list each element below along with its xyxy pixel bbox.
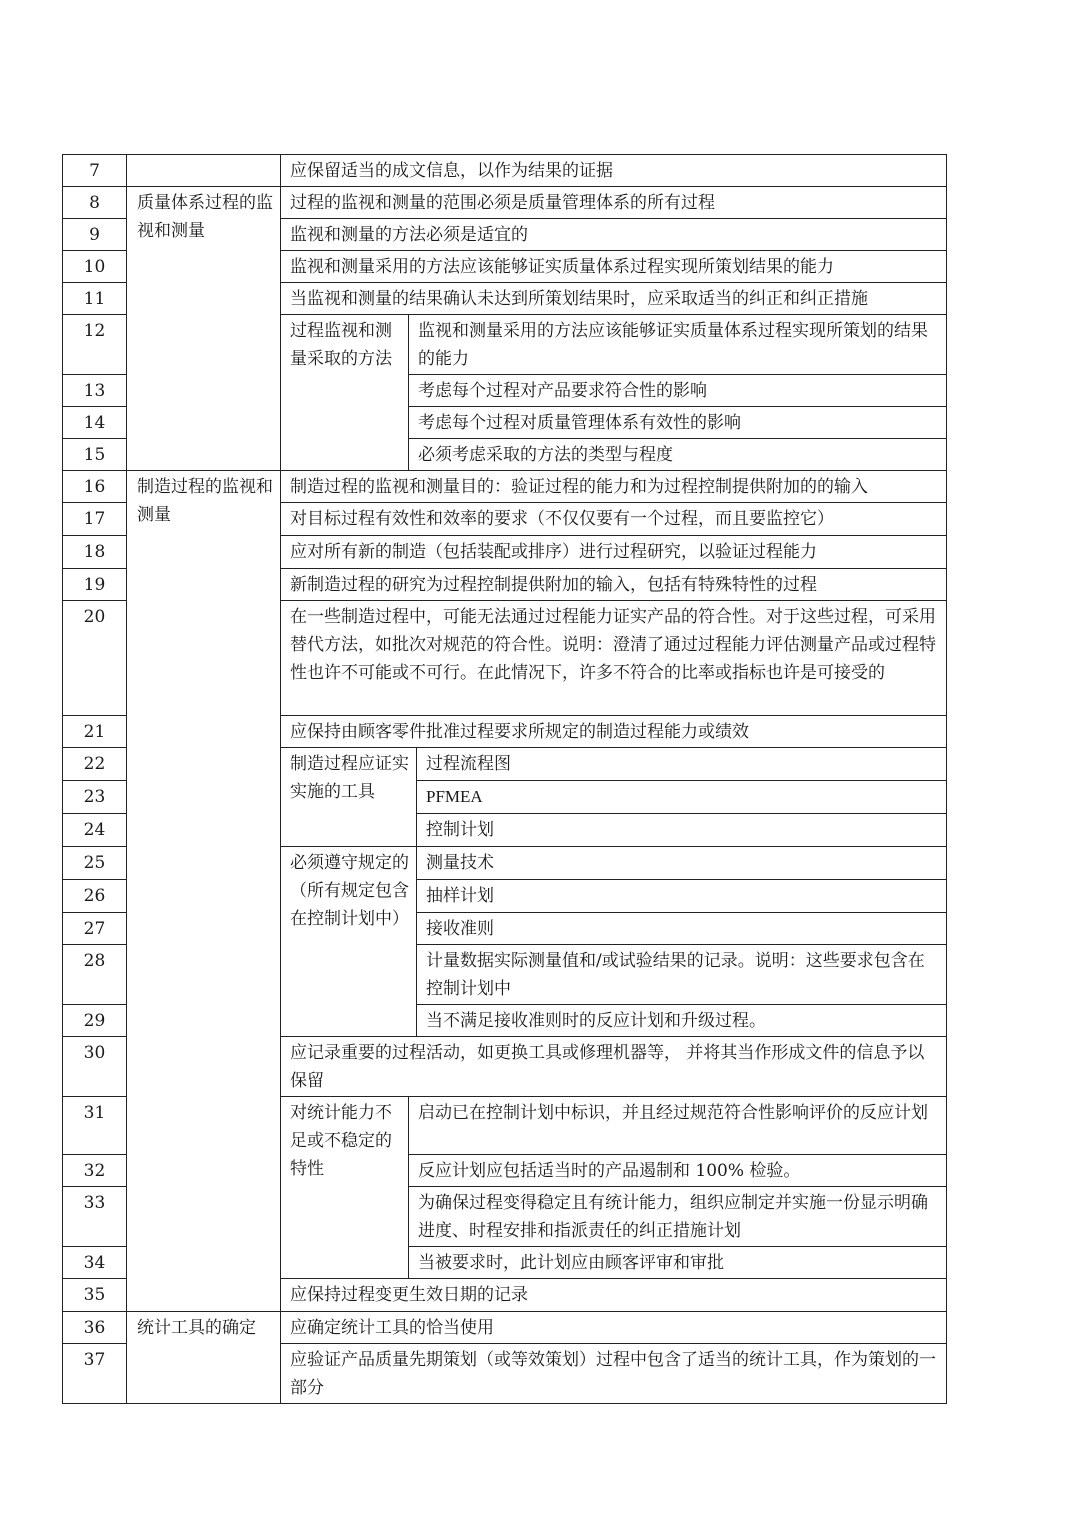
row-number: 18 (63, 536, 127, 569)
requirement-text: 为确保过程变得稳定且有统计能力，组织应制定并实施一份显示明确进度、时程安排和指派责任的纠正措施计划 (409, 1187, 947, 1247)
row-number: 33 (63, 1187, 127, 1247)
table-row (63, 155, 947, 187)
row-number: 24 (63, 814, 127, 847)
row-number: 8 (63, 187, 127, 219)
requirement-text: PFMEA (417, 781, 947, 814)
table-row (63, 1312, 947, 1344)
row-number: 35 (63, 1279, 127, 1312)
requirement-text: 在一些制造过程中，可能无法通过过程能力证实产品的符合性。对于这些过程，可采用替代方法，如批次对规范的符合性。说明：澄清了通过过程能力评估测量产品或过程特性也许不可能或不可行。在此情况下，许多不符合的比率或指标也许是可接受的 (281, 601, 947, 716)
row-number: 32 (63, 1155, 127, 1187)
requirement-text: 考虑每个过程对产品要求符合性的影响 (409, 375, 947, 407)
row-number: 26 (63, 880, 127, 913)
topic-cell-empty (127, 155, 281, 187)
requirement-text: 抽样计划 (417, 880, 947, 913)
requirement-text: 反应计划应包括适当时的产品遏制和 100% 检验。 (409, 1155, 947, 1187)
row-number: 11 (63, 283, 127, 315)
row-number: 22 (63, 748, 127, 781)
subgroup-tools-to-implement: 制造过程应证实实施的工具 (281, 748, 417, 847)
row-number: 29 (63, 1005, 127, 1037)
row-number: 31 (63, 1097, 127, 1155)
row-number: 7 (63, 155, 127, 187)
requirement-text: 启动已在控制计划中标识，并且经过规范符合性影响评价的反应计划 (409, 1097, 947, 1155)
row-number: 9 (63, 219, 127, 251)
requirement-text: 监视和测量采用的方法应该能够证实质量体系过程实现所策划结果的能力 (281, 251, 947, 283)
row-number: 34 (63, 1247, 127, 1279)
row-number: 36 (63, 1312, 127, 1344)
row-number: 13 (63, 375, 127, 407)
requirement-text: 考虑每个过程对质量管理体系有效性的影响 (409, 407, 947, 439)
requirement-text: 测量技术 (417, 847, 947, 880)
requirement-text: 应验证产品质量先期策划（或等效策划）过程中包含了适当的统计工具，作为策划的一部分 (281, 1344, 947, 1404)
requirement-text: 新制造过程的研究为过程控制提供附加的输入，包括有特殊特性的过程 (281, 569, 947, 601)
requirement-text: 过程流程图 (417, 748, 947, 781)
requirement-text: 控制计划 (417, 814, 947, 847)
requirement-text: 应保持过程变更生效日期的记录 (281, 1279, 947, 1312)
row-number: 16 (63, 471, 127, 503)
requirement-text: 当不满足接收准则时的反应计划和升级过程。 (417, 1005, 947, 1037)
row-number: 20 (63, 601, 127, 716)
row-number: 10 (63, 251, 127, 283)
requirement-text: 应确定统计工具的恰当使用 (281, 1312, 947, 1344)
requirement-text: 监视和测量的方法必须是适宜的 (281, 219, 947, 251)
subgroup-monitoring-methods: 过程监视和测量采取的方法 (281, 315, 409, 471)
row-number: 37 (63, 1344, 127, 1404)
row-number: 25 (63, 847, 127, 880)
row-number: 19 (63, 569, 127, 601)
subgroup-insufficient-capability: 对统计能力不足或不稳定的特性 (281, 1097, 409, 1279)
row-number: 30 (63, 1037, 127, 1097)
topic-statistical-tools: 统计工具的确定 (127, 1312, 281, 1404)
requirement-text: 对目标过程有效性和效率的要求（不仅仅要有一个过程，而且要监控它） (281, 503, 947, 536)
requirement-text: 过程的监视和测量的范围必须是质量管理体系的所有过程 (281, 187, 947, 219)
row-number: 27 (63, 913, 127, 945)
row-number: 12 (63, 315, 127, 375)
requirement-text: 计量数据实际测量值和/或试验结果的记录。说明：这些要求包含在控制计划中 (417, 945, 947, 1005)
requirement-text: 监视和测量采用的方法应该能够证实质量体系过程实现所策划的结果的能力 (409, 315, 947, 375)
table-row (63, 187, 947, 219)
table-row (63, 471, 947, 503)
row-number: 17 (63, 503, 127, 536)
requirement-text: 制造过程的监视和测量目的：验证过程的能力和为过程控制提供附加的的输入 (281, 471, 947, 503)
requirement-text: 当监视和测量的结果确认未达到所策划结果时，应采取适当的纠正和纠正措施 (281, 283, 947, 315)
requirement-text: 应记录重要的过程活动，如更换工具或修理机器等， 并将其当作形成文件的信息予以保留 (281, 1037, 947, 1097)
requirement-text: 接收准则 (417, 913, 947, 945)
row-number: 15 (63, 439, 127, 471)
topic-quality-system-monitoring: 质量体系过程的监视和测量 (127, 187, 281, 471)
row-number: 14 (63, 407, 127, 439)
requirement-text: 应对所有新的制造（包括装配或排序）进行过程研究，以验证过程能力 (281, 536, 947, 569)
row-number: 23 (63, 781, 127, 814)
requirements-table (62, 154, 947, 1404)
row-number: 21 (63, 716, 127, 748)
requirement-text: 当被要求时，此计划应由顾客评审和审批 (409, 1247, 947, 1279)
row-number: 28 (63, 945, 127, 1005)
subgroup-must-comply: 必须遵守规定的（所有规定包含在控制计划中） (281, 847, 417, 1037)
topic-manufacturing-monitoring: 制造过程的监视和测量 (127, 471, 281, 1312)
requirement-text: 应保留适当的成文信息，以作为结果的证据 (281, 155, 947, 187)
requirement-text: 应保持由顾客零件批准过程要求所规定的制造过程能力或绩效 (281, 716, 947, 748)
requirement-text: 必须考虑采取的方法的类型与程度 (409, 439, 947, 471)
